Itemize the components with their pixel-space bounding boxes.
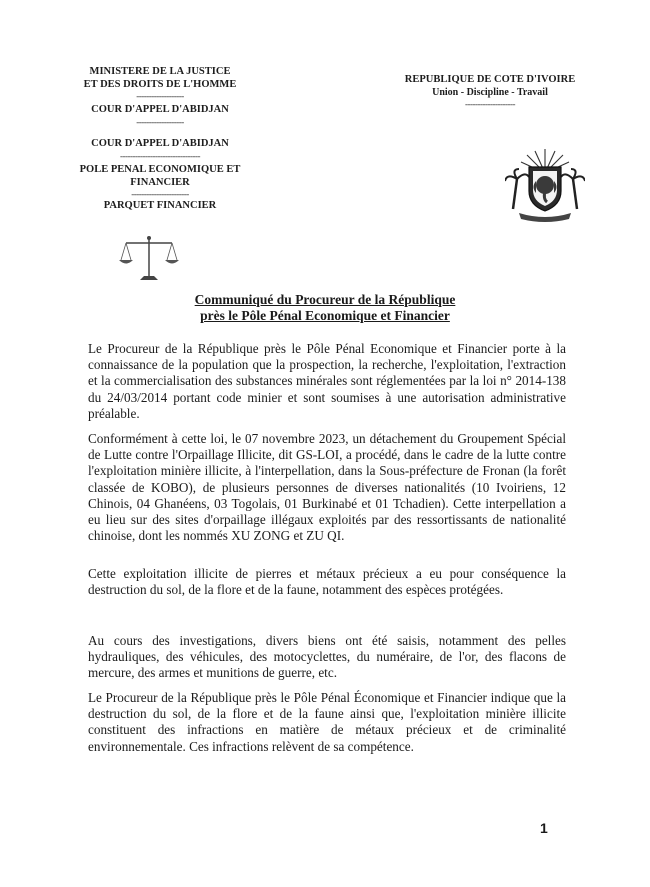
page-number: 1 bbox=[540, 820, 548, 836]
scales-of-justice-icon bbox=[118, 234, 180, 284]
separator: -------------------- bbox=[465, 99, 515, 109]
paragraph-4: Au cours des investigations, divers biens ont été saisis, notamment des pelles hydrauliques, des véhicules, des motocyclettes, du numéraire, de l'or, des flacons de mercure, des armes et munitions de guerre, etc. bbox=[88, 633, 566, 681]
ministry-line-2: ET DES DROITS DE L'HOMME bbox=[83, 78, 237, 90]
separator: ------------------- bbox=[136, 91, 184, 101]
communique-title-line-1: Communiqué du Procureur de la République bbox=[194, 292, 456, 307]
coat-of-arms-icon bbox=[505, 143, 585, 223]
separator: -------------------------------- bbox=[120, 151, 200, 161]
paragraph-3: Cette exploitation illicite de pierres et métaux précieux a eu pour conséquence la destruction du sol, de la flore et de la faune, notamment des espèces protégées. bbox=[88, 566, 566, 598]
separator: ------------------- bbox=[136, 117, 184, 127]
pole-line-1: POLE PENAL ECONOMIQUE ET bbox=[79, 164, 241, 175]
national-motto: Union - Discipline - Travail bbox=[432, 87, 548, 98]
pole-line-2: FINANCIER bbox=[130, 176, 190, 188]
pole-name bbox=[70, 164, 250, 189]
ministry-line-1: MINISTERE DE LA JUSTICE bbox=[89, 66, 231, 77]
ministry-name bbox=[70, 66, 250, 91]
court-name: COUR D'APPEL D'ABIDJAN bbox=[91, 104, 229, 115]
paragraph-5: Le Procureur de la République près le Pôle Pénal Économique et Financier indique que la destruction du sol, de la flore et de la faune ainsi que, l'exploitation minière illicite constituent des infractions en matière de métaux précieux et de criminalité environnementale. Ces infractions relèvent de sa compétence. bbox=[88, 690, 566, 754]
court-name-2: COUR D'APPEL D'ABIDJAN bbox=[91, 138, 229, 149]
republic-name: REPUBLIQUE DE COTE D'IVOIRE bbox=[404, 74, 576, 85]
communique-title-line-2: près le Pôle Pénal Economique et Financier bbox=[200, 308, 450, 323]
separator: ----------------------- bbox=[131, 189, 189, 199]
paragraph-1: Le Procureur de la République près le Pôle Pénal Economique et Financier porte à la connaissance de la population que la prospection, la recherche, l'exploitation, l'extraction et la commercialisation des substances minérales sont réglementées par la loi n° 2014-138 du 24/03/2014 portant code minier et sont soumises à une autorisation administrative préalable. bbox=[88, 341, 566, 421]
parquet-name: PARQUET FINANCIER bbox=[103, 200, 217, 211]
paragraph-2: Conformément à cette loi, le 07 novembre 2023, un détachement du Groupement Spécial de Lutte contre l'Orpaillage Illicite, dit GS-LOI, a procédé, dans le cadre de la lutte contre l'exploitation minière illicite, à l'interpellation, dans la Sous-préfecture de Fronan (la forêt classée de KOBO), de plusieurs personnes de diverses nationalités (10 Ivoiriens, 12 Chinois, 04 Ghanéens, 03 Togolais, 01 Burkinabé et 01 Tchadien). Cette interpellation a eu lieu sur des sites d'orpaillage illégaux exploités par des ressortissants de nationalité chinoise, dont les nommés XU ZONG et ZU QI. bbox=[88, 431, 566, 544]
